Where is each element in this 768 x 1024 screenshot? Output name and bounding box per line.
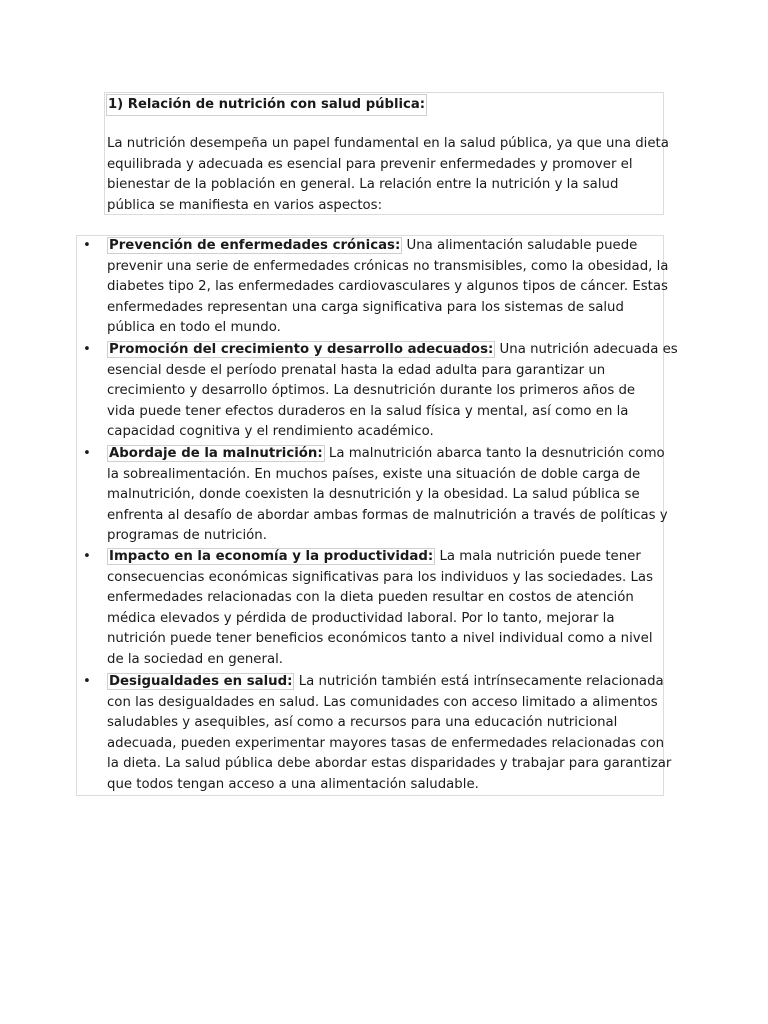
- intro-line: bienestar de la población en general. La relación entre la nutrición y la salud: [107, 177, 619, 193]
- list-item-text: La mala nutrición puede tener: [435, 549, 641, 564]
- bullet-icon: •: [83, 549, 91, 564]
- list-item-lead: Promoción del crecimiento y desarrollo adecuados:: [109, 342, 494, 357]
- list-item-line: vida puede tener efectos duraderos en la salud física y mental, así como en la: [107, 403, 629, 419]
- intro-line: equilibrada y adecuada es esencial para prevenir enfermedades y promover el: [107, 156, 633, 172]
- list-item-line: la sobrealimentación. En muchos países, existe una situación de doble carga de: [107, 466, 641, 482]
- list-item-line: de la sociedad en general.: [107, 651, 284, 667]
- list-item-prevencion: [83, 236, 669, 339]
- intro-line: pública se manifiesta en varios aspectos:: [107, 197, 383, 213]
- list-item-line: prevenir una serie de enfermedades crónicas no transmisibles, como la obesidad, la: [107, 258, 669, 274]
- list-item-line: enfermedades relacionadas con la dieta pueden resultar en costos de atención: [107, 590, 634, 606]
- bullet-icon: •: [83, 674, 91, 689]
- list-item-line: malnutrición, donde coexisten la desnutrición y la obesidad. La salud pública se: [107, 487, 640, 503]
- list-item-promocion: [83, 340, 678, 443]
- intro-line: La nutrición desempeña un papel fundamental en la salud pública, ya que una dieta: [107, 136, 669, 151]
- list-item-lead: Impacto en la economía y la productividad:: [109, 549, 434, 564]
- section-heading: 1) Relación de nutrición con salud pública:: [106, 94, 427, 116]
- list-item-first-line: [107, 547, 663, 568]
- list-item-text: Una alimentación saludable puede: [402, 238, 638, 253]
- list-item-abordaje: [83, 444, 668, 547]
- list-item-first-line: [107, 444, 663, 465]
- list-item-line: médica elevados y pérdida de productividad laboral. Por lo tanto, mejorar la: [107, 610, 615, 626]
- intro-paragraph: [107, 134, 669, 216]
- list-item-line: nutrición puede tener beneficios económicos tanto a nivel individual como a nivel: [107, 631, 653, 647]
- list-item-lead: Prevención de enfermedades crónicas:: [109, 238, 401, 253]
- list-item-text: La malnutrición abarca tanto la desnutrición como: [324, 446, 665, 461]
- list-item-first-line: [107, 340, 678, 361]
- list-item-first-line: [107, 672, 663, 693]
- list-item-line: enfermedades representan una carga significativa para los sistemas de salud: [107, 299, 624, 315]
- list-item-line: enfrenta al desafío de abordar ambas formas de malnutrición a través de políticas y: [107, 507, 668, 523]
- list-item-line: que todos tengan acceso a una alimentación saludable.: [107, 776, 479, 792]
- list-item-first-line: [107, 236, 663, 257]
- list-item-line: consecuencias económicas significativas para los individuos y las sociedades. Las: [107, 569, 653, 585]
- bullet-icon: •: [83, 342, 91, 357]
- bullet-icon: •: [83, 238, 91, 253]
- list-item-desigualdades: [83, 672, 672, 796]
- list-item-line: con las desigualdades en salud. Las comunidades con acceso limitado a alimentos: [107, 694, 658, 710]
- list-item-line: diabetes tipo 2, las enfermedades cardiovasculares y algunos tipos de cáncer. Estas: [107, 279, 668, 295]
- list-item-line: saludables y asequibles, así como a recursos para una educación nutricional: [107, 715, 618, 731]
- list-item-line: capacidad cognitiva y el rendimiento académico.: [107, 424, 434, 440]
- list-item-line: pública en todo el mundo.: [107, 320, 281, 336]
- list-item-text: Una nutrición adecuada es: [495, 342, 678, 357]
- list-item-text: La nutrición también está intrínsecamente relacionada: [294, 674, 664, 689]
- list-item-line: esencial desde el período prenatal hasta la edad adulta para garantizar un: [107, 362, 606, 378]
- list-item-line: adecuada, pueden experimentar mayores tasas de enfermedades relacionadas con: [107, 735, 665, 751]
- list-item-lead: Abordaje de la malnutrición:: [109, 446, 323, 461]
- list-item-lead: Desigualdades en salud:: [109, 674, 293, 689]
- list-item-impacto: [83, 547, 663, 671]
- bullet-icon: •: [83, 446, 91, 461]
- list-item-line: programas de nutrición.: [107, 528, 267, 544]
- list-item-line: crecimiento y desarrollo óptimos. La desnutrición durante los primeros años de: [107, 383, 636, 399]
- list-item-line: la dieta. La salud pública debe abordar estas disparidades y trabajar para garantizar: [107, 756, 672, 772]
